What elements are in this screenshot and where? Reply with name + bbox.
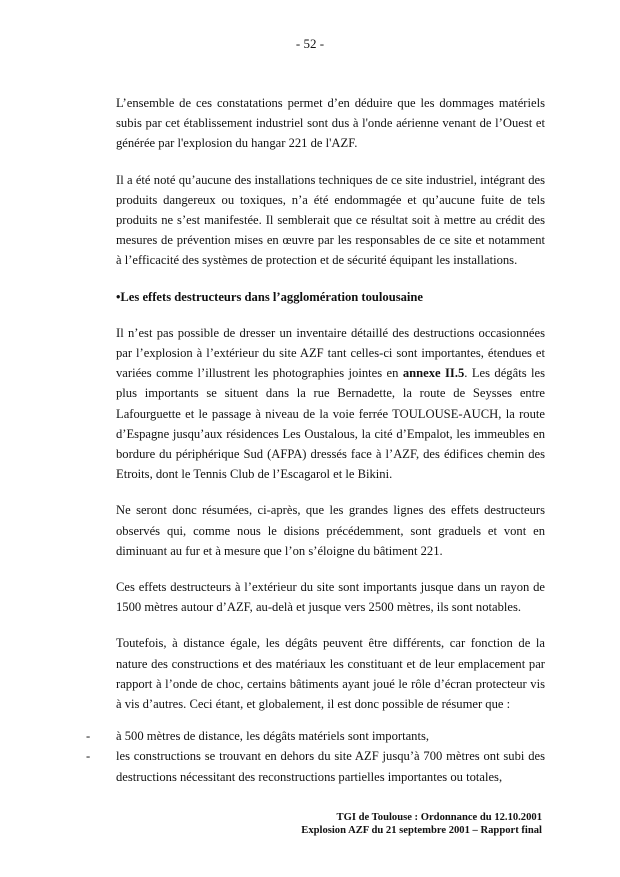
paragraph-damage-conclusion: L’ensemble de ces constatations permet d’en déduire que les dommages matériels subis par cet établissement industriel sont dus à l'onde aérienne venant de l’Ouest et générée par l'explosion du hangar 221 de l'AZF. [116, 96, 545, 151]
effects-list [86, 726, 545, 787]
paragraph-summary-intro: Ne seront donc résumées, ci-après, que les grandes lignes des effets destructeurs observés qui, comme nous le disions précédemment, sont graduels et vont en diminuant au fur et à mesure que l’on s’éloigne du bâtiment 221. [116, 503, 545, 558]
paragraph-installations: Il a été noté qu’aucune des installations techniques de ce site industriel, intégrant des produits dangereux ou toxiques, n’a été endommagée et qu’aucune fuite de tels produits ne s’est manifestée. Il semblerait que ce résultat soit à mettre au crédit des mesures de prévention mises en œuvre par les responsables de ce site et notamment à l’efficacité des systèmes de protection et de sécurité équipant les installations. [116, 172, 545, 268]
paragraph-destructions-text-1: Il n’est pas possible de dresser un inventaire détaillé des destructions occasionnées par l’explosion à l’extérieur du site AZF tant celles-ci sont importantes, étendues et variées comme l’illustrent les photographies jointes en [116, 325, 545, 381]
paragraph-destructions-text-2: . Les dégâts les plus importants se situent dans la rue Bernadette, la route de Seysses entre Lafourguette et le passage à niveau de la voie ferrée TOULOUSE-AUCH, la route d’Espagne jusqu’aux résidences Les Oustalous, la cité d’Empalot, les immeubles en bordure du périphérique Sud (AFPA) dressés face à l’AZF, des édifices chemin des Etroits, dont le Tennis Club de l’Escagarol et le Bikini. [116, 366, 545, 482]
page-number: - 52 - [295, 36, 325, 51]
footer-line-2: Explosion AZF du 21 septembre 2001 – Rapport final [301, 825, 542, 836]
annex-reference: annexe II.5 [402, 366, 465, 381]
list-item [86, 726, 545, 746]
list-item-text: à 500 mètres de distance, les dégâts matériels sont importants, [116, 729, 430, 744]
footer-line-1: TGI de Toulouse : Ordonnance du 12.10.2001 [336, 812, 542, 823]
list-item-text: les constructions se trouvant en dehors du site AZF jusqu’à 700 mètres ont subi des destructions nécessitant des reconstructions partielles importantes ou totales, [116, 749, 545, 784]
list-marker: - [86, 729, 91, 744]
list-item [86, 746, 545, 786]
section-heading: •Les effets destructeurs dans l’agglomération toulousaine [116, 289, 423, 304]
page-footer [301, 811, 542, 837]
paragraph-distance: Toutefois, à distance égale, les dégâts peuvent être différents, car fonction de la nature des constructions et des matériaux les constituant et de leur emplacement par rapport à l’onde de choc, certains bâtiments ayant joué le rôle d’écran protecteur vis à vis d’autres. Ceci étant, et globalement, il est donc possible de résumer que : [116, 636, 545, 712]
paragraph-radius: Ces effets destructeurs à l’extérieur du site sont importants jusque dans un rayon de 1500 mètres autour d’AZF, au-delà et jusque vers 2500 mètres, ils sont notables. [116, 580, 545, 615]
list-marker: - [86, 749, 91, 764]
paragraph-destructions [116, 323, 545, 485]
document-body [86, 93, 545, 787]
